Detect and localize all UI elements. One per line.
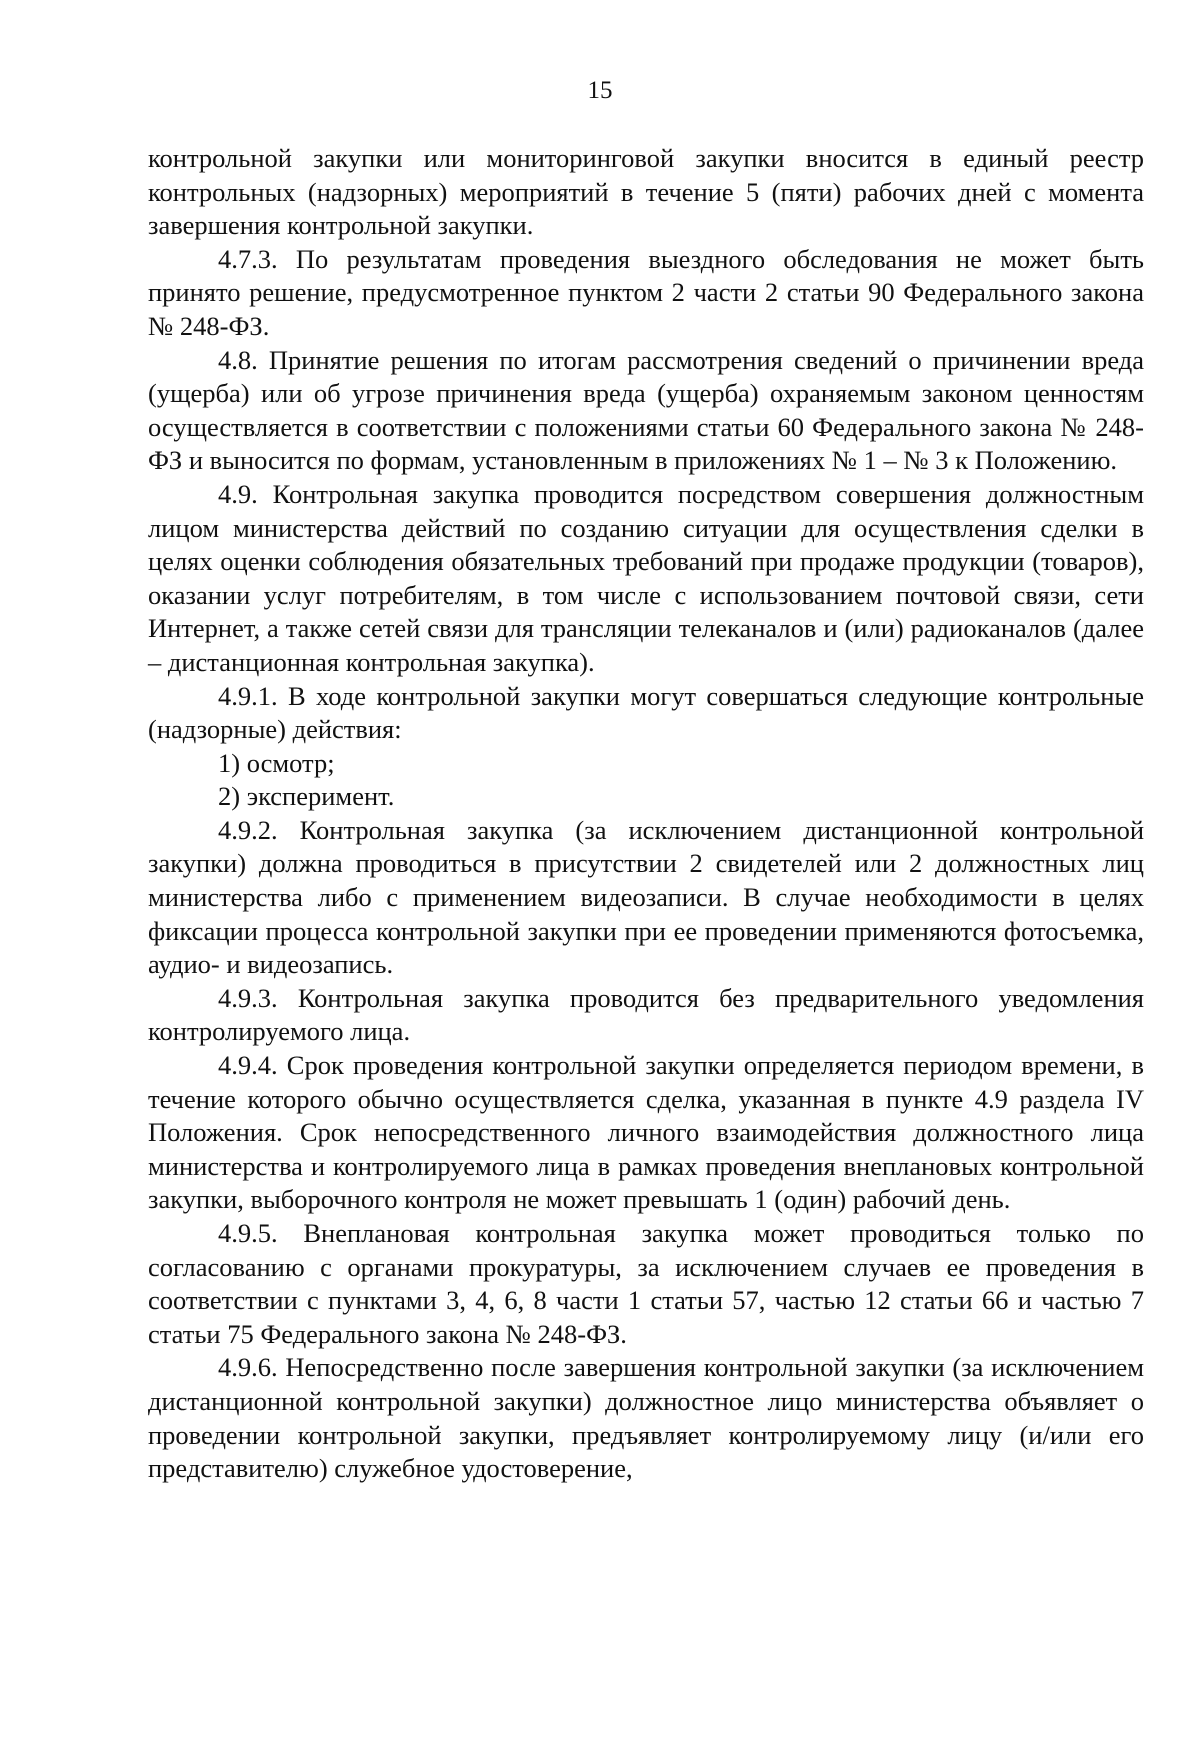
paragraph-4-9-5: 4.9.5. Внеплановая контрольная закупка может проводиться только по согласованию с органами прокуратуры, за исключением случаев ее проведения в соответствии с пунктами 3, 4, 6, 8 части 1 статьи 57, частью 12 статьи 66 и частью 7 статьи 75 Федерального закона № 248-ФЗ. bbox=[148, 1218, 1144, 1349]
paragraph-4-9-4: 4.9.4. Срок проведения контрольной закупки определяется периодом времени, в течение которого обычно осуществляется сделка, указанная в пункте 4.9 раздела IV Положения. Срок непосредственного личного взаимодействия должностного лица министерства и контролируемого лица в рамках проведения внеплановых контрольной закупки, выборочного контроля не может превышать 1 (один) рабочий день. bbox=[148, 1050, 1144, 1215]
paragraph-4-9-3: 4.9.3. Контрольная закупка проводится без предварительного уведомления контролируемого лица. bbox=[148, 982, 1144, 1047]
paragraph-4-8: 4.8. Принятие решения по итогам рассмотрения сведений о причинении вреда (ущерба) или об угрозе причинения вреда (ущерба) охраняемым законом ценностям осуществляется в соответствии с положениями статьи 60 Федерального закона № 248-ФЗ и выносится по формам, установленным в приложениях № 1 – № 3 к Положению. bbox=[148, 344, 1144, 476]
document-body bbox=[148, 142, 1144, 1486]
list-item-inspection: 1) осмотр; bbox=[218, 747, 335, 778]
page-number: 15 bbox=[587, 77, 613, 104]
paragraph-4-9: 4.9. Контрольная закупка проводится посредством совершения должностным лицом министерства действий по созданию ситуации для осуществления сделки в целях оценки соблюдения обязательных требований при продаже продукции (товаров), оказании услуг потребителям, в том числе с использованием почтовой связи, сети Интернет, а также сетей связи для трансляции телеканалов и (или) радиоканалов (далее – дистанционная контрольная закупка). bbox=[148, 478, 1144, 677]
paragraph-continuation: контрольной закупки или мониторинговой закупки вносится в единый реестр контрольных (надзорных) мероприятий в течение 5 (пяти) рабочих дней с момента завершения контрольной закупки. bbox=[148, 143, 1144, 241]
paragraph-4-9-6: 4.9.6. Непосредственно после завершения контрольной закупки (за исключением дистанционной контрольной закупки) должностное лицо министерства объявляет о проведении контрольной закупки, предъявляет контролируемому лицу (и/или его представителю) служебное удостоверение, bbox=[148, 1352, 1144, 1484]
paragraph-4-9-1: 4.9.1. В ходе контрольной закупки могут совершаться следующие контрольные (надзорные) действия: bbox=[148, 680, 1144, 745]
paragraph-4-9-2: 4.9.2. Контрольная закупка (за исключением дистанционной контрольной закупки) должна проводиться в присутствии 2 свидетелей или 2 должностных лиц министерства либо с применением видеозаписи. В случае необходимости в целях фиксации процесса контрольной закупки при ее проведении применяются фотосъемка, аудио- и видеозапись. bbox=[148, 814, 1144, 980]
list-item-experiment: 2) эксперимент. bbox=[218, 781, 395, 812]
paragraph-4-7-3: 4.7.3. По результатам проведения выездного обследования не может быть принято решение, предусмотренное пунктом 2 части 2 статьи 90 Федерального закона № 248-ФЗ. bbox=[148, 243, 1144, 341]
